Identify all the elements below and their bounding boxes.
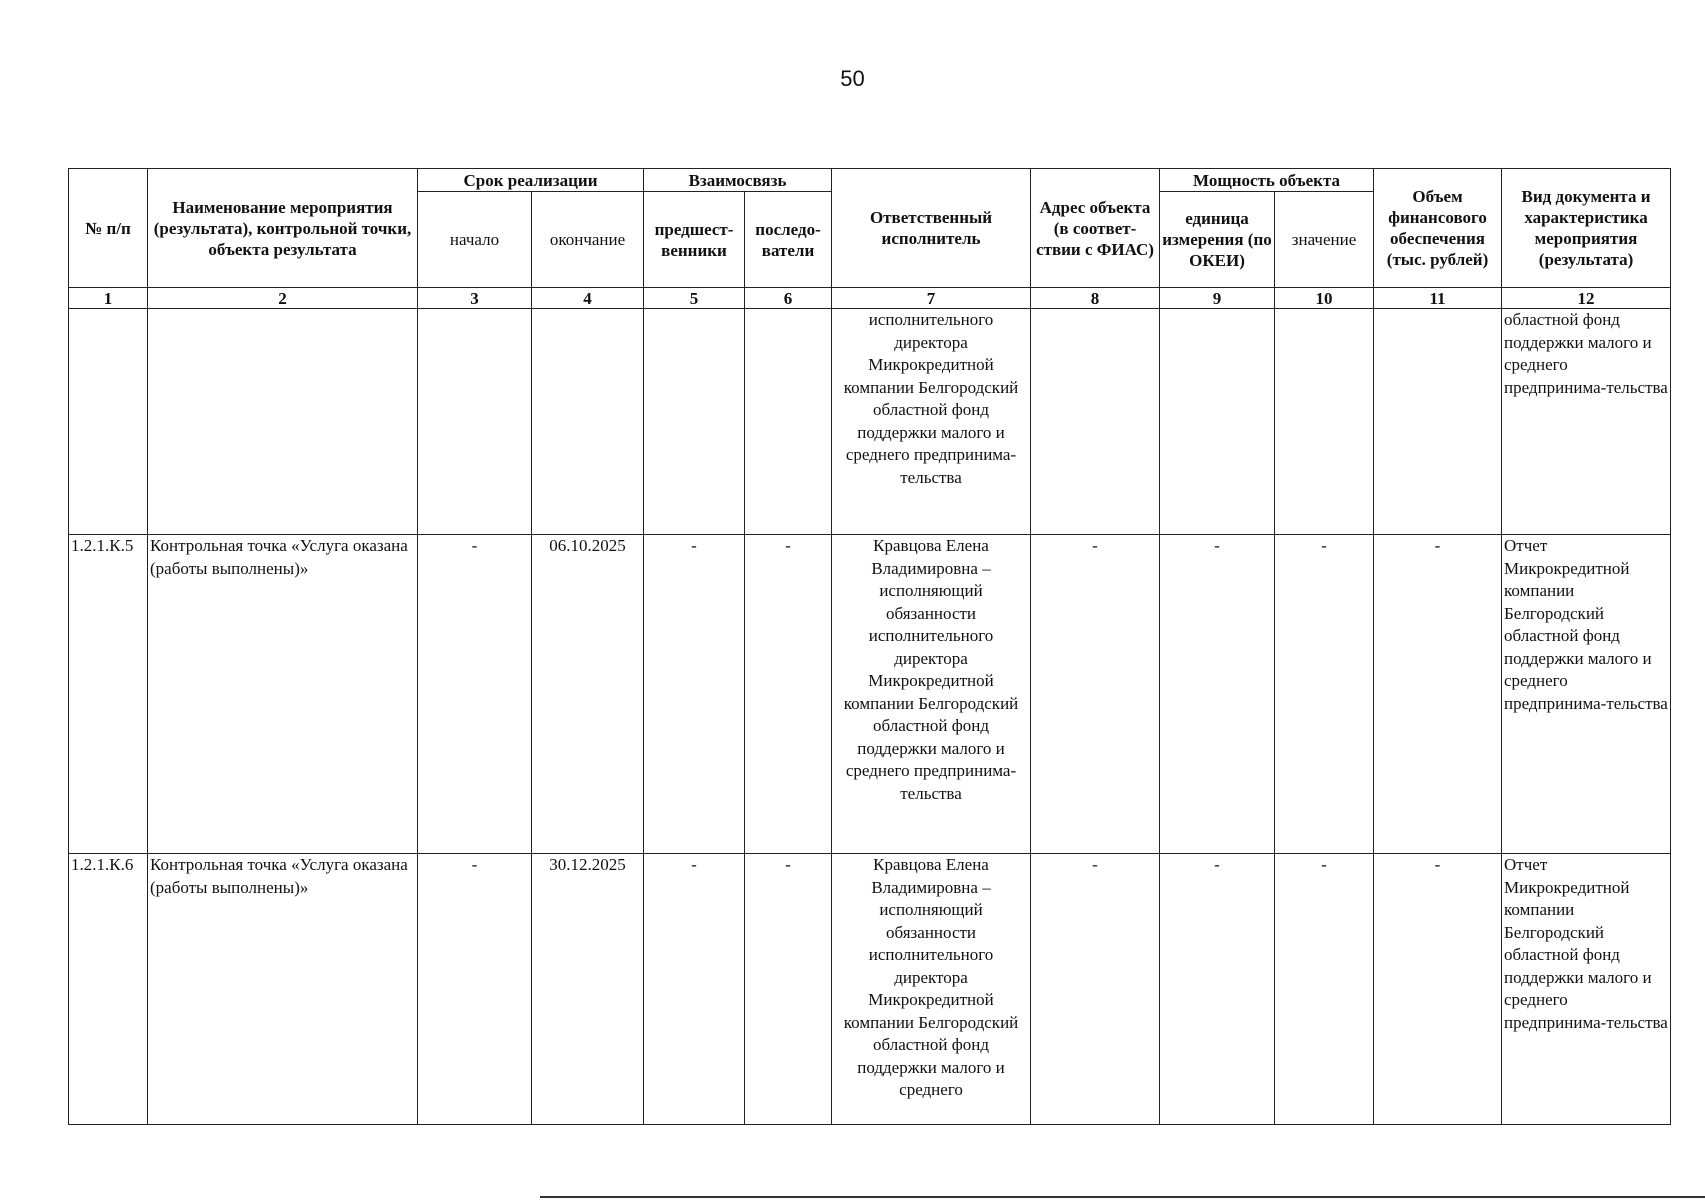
cell-doc: Отчет Микрокредитной компании Белгородский областной фонд поддержки малого и среднего предпринима-тельства: [1502, 535, 1671, 854]
cell-start: [418, 309, 532, 535]
cell-finance: -: [1374, 854, 1502, 1125]
column-number: 3: [418, 288, 532, 309]
header-link-next: последо-ватели: [745, 192, 832, 288]
cell-prev: [644, 309, 745, 535]
header-responsible: Ответственный исполнитель: [832, 169, 1031, 288]
column-number: 2: [148, 288, 418, 309]
cell-address: -: [1031, 535, 1160, 854]
header-link-prev: предшест-венники: [644, 192, 745, 288]
cell-unit: [1160, 309, 1275, 535]
cell-doc: областной фонд поддержки малого и среднего предпринима-тельства: [1502, 309, 1671, 535]
cell-num: 1.2.1.К.5: [69, 535, 148, 854]
cell-responsible: Кравцова Елена Владимировна – исполняющий обязанности исполнительного директора Микрокредитной компании Белгородский областной фонд поддержки малого и среднего: [832, 854, 1031, 1125]
cell-value: -: [1275, 854, 1374, 1125]
page-number: 50: [840, 66, 865, 91]
cell-next: -: [745, 854, 832, 1125]
header-capacity-unit: единица измерения (по ОКЕИ): [1160, 192, 1275, 288]
column-number: 10: [1275, 288, 1374, 309]
table-row: [69, 309, 1671, 535]
cell-end: 30.12.2025: [532, 854, 644, 1125]
column-number: 9: [1160, 288, 1275, 309]
cell-next: [745, 309, 832, 535]
cell-prev: -: [644, 535, 745, 854]
header-period-end: окончание: [532, 192, 644, 288]
header-link: Взаимосвязь: [644, 169, 832, 192]
cell-name: [148, 309, 418, 535]
header-finance: Объем финансового обеспечения (тыс. рублей): [1374, 169, 1502, 288]
cell-finance: -: [1374, 535, 1502, 854]
cell-prev: -: [644, 854, 745, 1125]
column-number: 5: [644, 288, 745, 309]
cell-num: 1.2.1.К.6: [69, 854, 148, 1125]
cell-value: [1275, 309, 1374, 535]
column-number: 7: [832, 288, 1031, 309]
cell-doc: Отчет Микрокредитной компании Белгородский областной фонд поддержки малого и среднего предпринима-тельства: [1502, 854, 1671, 1125]
column-number: 11: [1374, 288, 1502, 309]
header-row-top: [69, 169, 1671, 192]
cell-address: [1031, 309, 1160, 535]
header-num: № п/п: [69, 169, 148, 288]
header-period-start: начало: [418, 192, 532, 288]
cell-finance: [1374, 309, 1502, 535]
cell-end: [532, 309, 644, 535]
cell-start: -: [418, 535, 532, 854]
header-name: Наименование мероприятия (результата), контрольной точки, объекта результата: [148, 169, 418, 288]
scan-edge-line: [540, 1196, 1705, 1198]
header-address: Адрес объекта (в соответ-ствии с ФИАС): [1031, 169, 1160, 288]
cell-responsible: исполнительного директора Микрокредитной компании Белгородский областной фонд поддержки малого и среднего предпринима-тельства: [832, 309, 1031, 535]
header-doc-type: Вид документа и характеристика мероприятия (результата): [1502, 169, 1671, 288]
column-number: 8: [1031, 288, 1160, 309]
header-period: Срок реализации: [418, 169, 644, 192]
column-number: 6: [745, 288, 832, 309]
cell-value: -: [1275, 535, 1374, 854]
column-number: 12: [1502, 288, 1671, 309]
events-table: [68, 168, 1671, 1125]
column-number: 1: [69, 288, 148, 309]
cell-name: Контрольная точка «Услуга оказана (работы выполнены)»: [148, 854, 418, 1125]
cell-next: -: [745, 535, 832, 854]
column-number-row: [69, 288, 1671, 309]
cell-unit: -: [1160, 535, 1275, 854]
cell-start: -: [418, 854, 532, 1125]
header-capacity: Мощность объекта: [1160, 169, 1374, 192]
cell-end: 06.10.2025: [532, 535, 644, 854]
table-row: [69, 854, 1671, 1125]
column-number: 4: [532, 288, 644, 309]
cell-unit: -: [1160, 854, 1275, 1125]
cell-name: Контрольная точка «Услуга оказана (работы выполнены)»: [148, 535, 418, 854]
cell-responsible: Кравцова Елена Владимировна – исполняющий обязанности исполнительного директора Микрокредитной компании Белгородский областной фонд поддержки малого и среднего предпринима-тельства: [832, 535, 1031, 854]
table-row: [69, 535, 1671, 854]
header-capacity-value: значение: [1275, 192, 1374, 288]
cell-num: [69, 309, 148, 535]
cell-address: -: [1031, 854, 1160, 1125]
